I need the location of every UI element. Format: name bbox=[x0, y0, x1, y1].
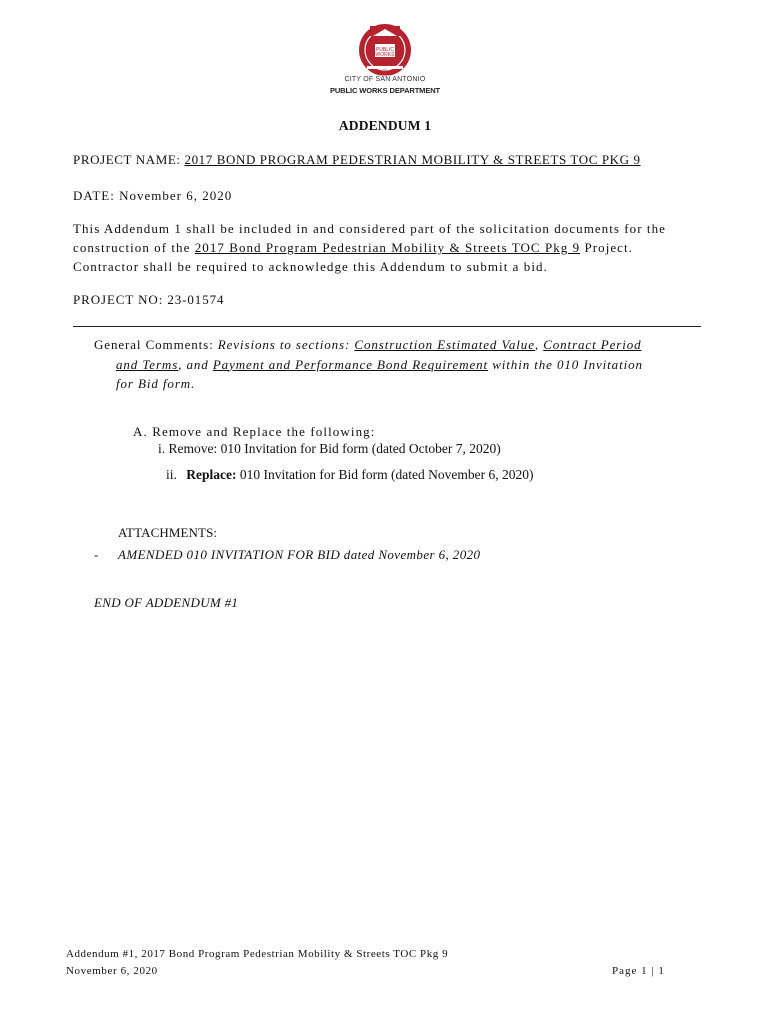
intro-text-part1: This Addendum 1 shall be included in and considered part of the solicitation documents for the construction of the bbox=[73, 221, 666, 255]
intro-paragraph bbox=[73, 219, 703, 276]
sub-ii-number: ii. bbox=[166, 467, 177, 482]
project-number-label: PROJECT NO: bbox=[73, 292, 164, 307]
instruction-sub-i bbox=[158, 441, 501, 457]
logo-department-text: PUBLIC WORKS DEPARTMENT bbox=[329, 86, 441, 95]
section-divider bbox=[73, 326, 701, 327]
city-seal-logo bbox=[355, 20, 415, 82]
date-value: November 6, 2020 bbox=[119, 188, 233, 203]
project-name-label: PROJECT NAME: bbox=[73, 152, 181, 167]
attachments-heading: ATTACHMENTS: bbox=[118, 525, 218, 540]
general-comments bbox=[94, 335, 706, 394]
project-name-value: 2017 BOND PROGRAM PEDESTRIAN MOBILITY & STREETS TOC PKG 9 bbox=[184, 152, 641, 167]
general-comments-label: General Comments: bbox=[94, 337, 214, 352]
intro-text-part2: Project. Contractor shall be required to acknowledge this Addendum to submit a bid. bbox=[73, 240, 633, 274]
section-and-terms: and Terms bbox=[116, 356, 179, 372]
section-construction-estimated-value: Construction Estimated Value bbox=[354, 337, 535, 352]
project-number-line bbox=[73, 292, 224, 308]
sub-i-text: Remove: 010 Invitation for Bid form (dated October 7, 2020) bbox=[168, 441, 501, 456]
date-line bbox=[73, 188, 232, 204]
svg-text:PUBLIC: PUBLIC bbox=[375, 47, 395, 53]
footer-date: November 6, 2020 bbox=[66, 965, 158, 977]
instruction-sub-ii bbox=[166, 467, 533, 483]
sub-ii-label: Replace: bbox=[186, 467, 237, 482]
end-of-addendum: END OF ADDENDUM #1 bbox=[94, 595, 239, 610]
attachment-bullet: - bbox=[94, 547, 99, 562]
general-comments-text3: within the 010 Invitation bbox=[488, 356, 643, 372]
page-number: Page 1 | 1 bbox=[612, 965, 665, 977]
project-number-value: 23-01574 bbox=[167, 292, 225, 307]
general-comments-sep1: , bbox=[534, 337, 544, 352]
logo-city-text: CITY OF SAN ANTONIO bbox=[344, 76, 426, 83]
sub-i-number: i. bbox=[158, 441, 166, 456]
date-label: DATE: bbox=[73, 188, 115, 203]
footer-title: Addendum #1, 2017 Bond Program Pedestrian Mobility & Streets TOC Pkg 9 bbox=[66, 948, 449, 960]
instruction-item-a: A. Remove and Replace the following: bbox=[133, 424, 376, 439]
section-payment-performance-bond: Payment and Performance Bond Requirement bbox=[212, 356, 489, 372]
section-contract-period: Contract Period bbox=[543, 337, 642, 352]
addendum-title: ADDENDUM 1 bbox=[338, 118, 432, 133]
sub-ii-text: 010 Invitation for Bid form (dated November 6, 2020) bbox=[236, 467, 534, 482]
svg-text:WORKS: WORKS bbox=[375, 52, 395, 58]
attachment-text: AMENDED 010 INVITATION FOR BID dated November 6, 2020 bbox=[118, 547, 481, 562]
general-comments-text1: Revisions to sections: bbox=[213, 337, 355, 352]
general-comments-text2: , and bbox=[178, 356, 213, 372]
intro-project-name: 2017 Bond Program Pedestrian Mobility & Streets TOC Pkg 9 bbox=[194, 240, 581, 255]
project-name-line bbox=[73, 152, 641, 168]
general-comments-text4: for Bid form. bbox=[116, 376, 196, 391]
attachment-item bbox=[94, 547, 480, 563]
